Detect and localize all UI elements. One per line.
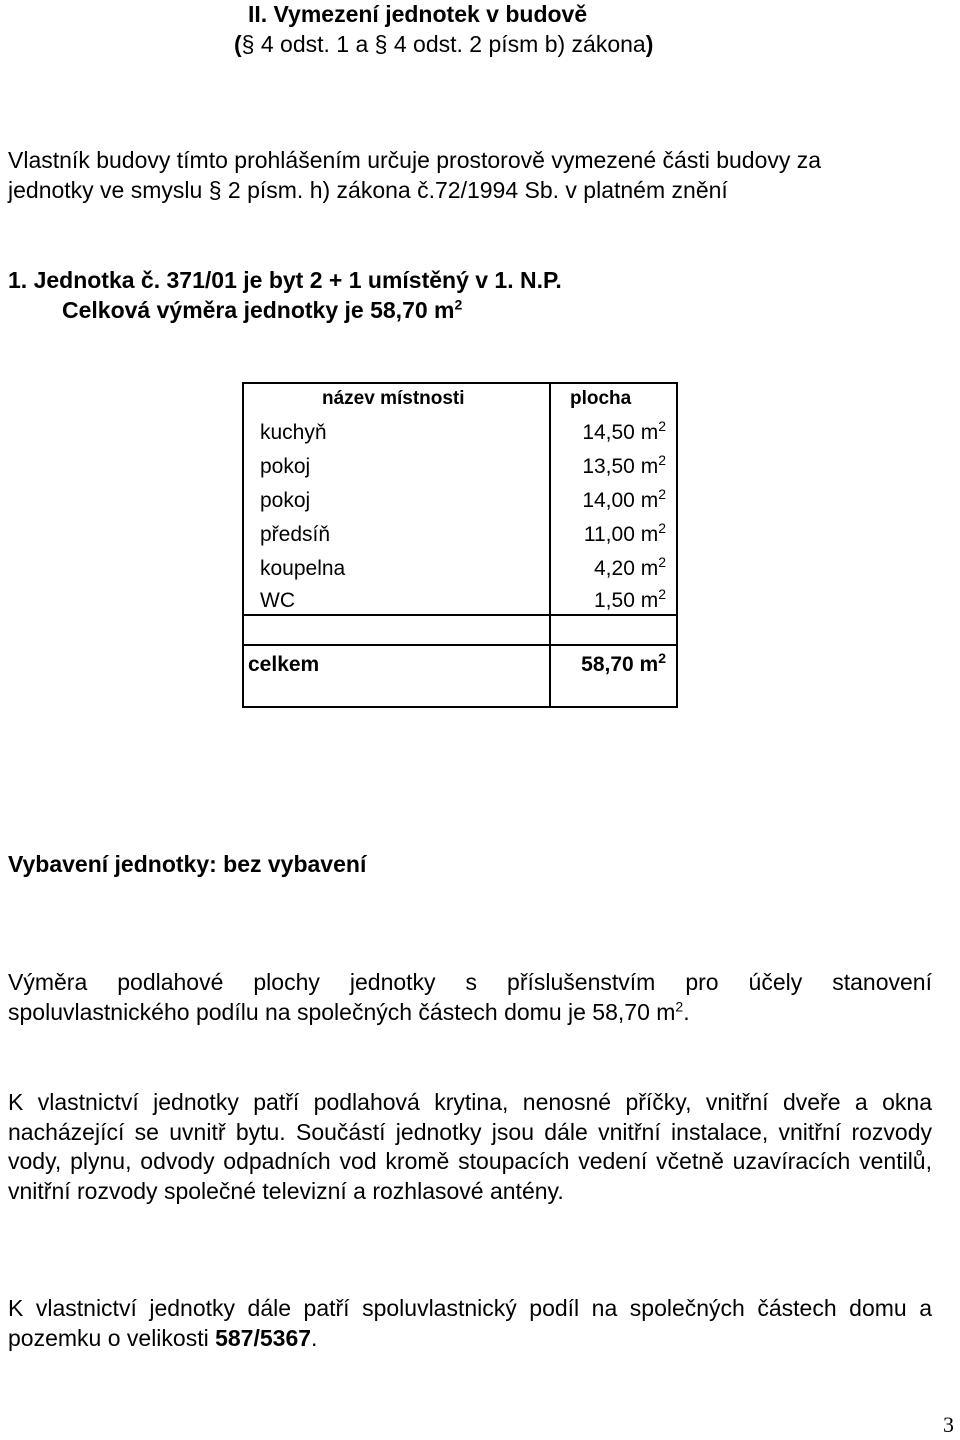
page-number: 3 <box>943 1412 954 1437</box>
table-row-name: koupelna <box>260 557 346 580</box>
share-value: 587/5367 <box>215 1324 312 1351</box>
table-row-divider <box>244 644 676 646</box>
table-header-area: plocha <box>570 388 632 409</box>
table-row-name: pokoj <box>260 455 311 478</box>
table-header-name: název místnosti <box>322 388 465 409</box>
table-total-area: 58,70 $m^2$ <box>581 650 666 676</box>
intro-line-2: jednotky ve smyslu § 2 písm. h) zákona č.72/1994 Sb. v platném znění <box>8 177 728 203</box>
table-row-area: 4,20 $m^2$ <box>594 554 666 580</box>
table-row-area: 14,50 $m^2$ <box>582 418 666 444</box>
intro-line-1: Vlastník budovy tímto prohlášením určuje prostorově vymezené části budovy za <box>8 147 822 173</box>
room-table <box>242 382 678 708</box>
unit-heading: 1. Jednotka č. 371/01 je byt 2 + 1 umístěný v 1. N.P. <box>8 267 562 293</box>
table-total-label: celkem <box>248 653 320 676</box>
table-row-area: 1,50 $m^2$ <box>594 586 666 612</box>
section-symbol-icon: § <box>374 31 388 57</box>
table-column-divider <box>549 384 551 706</box>
table-row-divider <box>244 614 676 616</box>
unit-equipment: Vybavení jednotky: bez vybavení <box>8 851 367 877</box>
table-row-name: pokoj <box>260 489 311 512</box>
section-symbol-icon: § <box>241 31 255 57</box>
floor-area-line-1: Výměra podlahové plochy jednotky s příslušenstvím pro účely stanovení <box>8 969 932 995</box>
table-row-area: 11,00 $m^2$ <box>583 520 666 546</box>
share-paragraph: K vlastnictví jednotky dále patří spoluvlastnický podíl na společných částech domu a pozemku o velikosti 587/5367. <box>8 1295 932 1351</box>
ownership-paragraph: K vlastnictví jednotky patří podlahová krytina, nenosné příčky, vnitřní dveře a okna nacházející se uvnitř bytu. Součástí jednotky jsou dále vnitřní instalace, vnitřní rozvody vody, plynu, odvody odpadních vod kromě stoupacích vedení včetně uzavíracích ventilů, vnitřní rozvody společné televizní a rozhlasové antény. <box>8 1089 932 1204</box>
table-row-name: předsíň <box>260 523 331 546</box>
section-title: II. Vymezení jednotek v budově <box>248 1 588 27</box>
section-subtitle: (§ 4 odst. 1 a § 4 odst. 2 písm b) zákona) <box>234 31 654 57</box>
table-row-area: 13,50 $m^2$ <box>582 452 666 478</box>
table-row-area: 14,00 $m^2$ <box>582 486 666 512</box>
floor-area-line-2: spoluvlastnického podílu na společných částech domu je 58,70 $m^2$. <box>8 998 690 1025</box>
section-symbol-icon: § <box>208 177 222 203</box>
unit-total-area: Celková výměra jednotky je 58,70 $m^2$ <box>62 296 463 323</box>
table-row-name: WC <box>260 589 295 612</box>
table-row-name: kuchyň <box>260 421 327 444</box>
